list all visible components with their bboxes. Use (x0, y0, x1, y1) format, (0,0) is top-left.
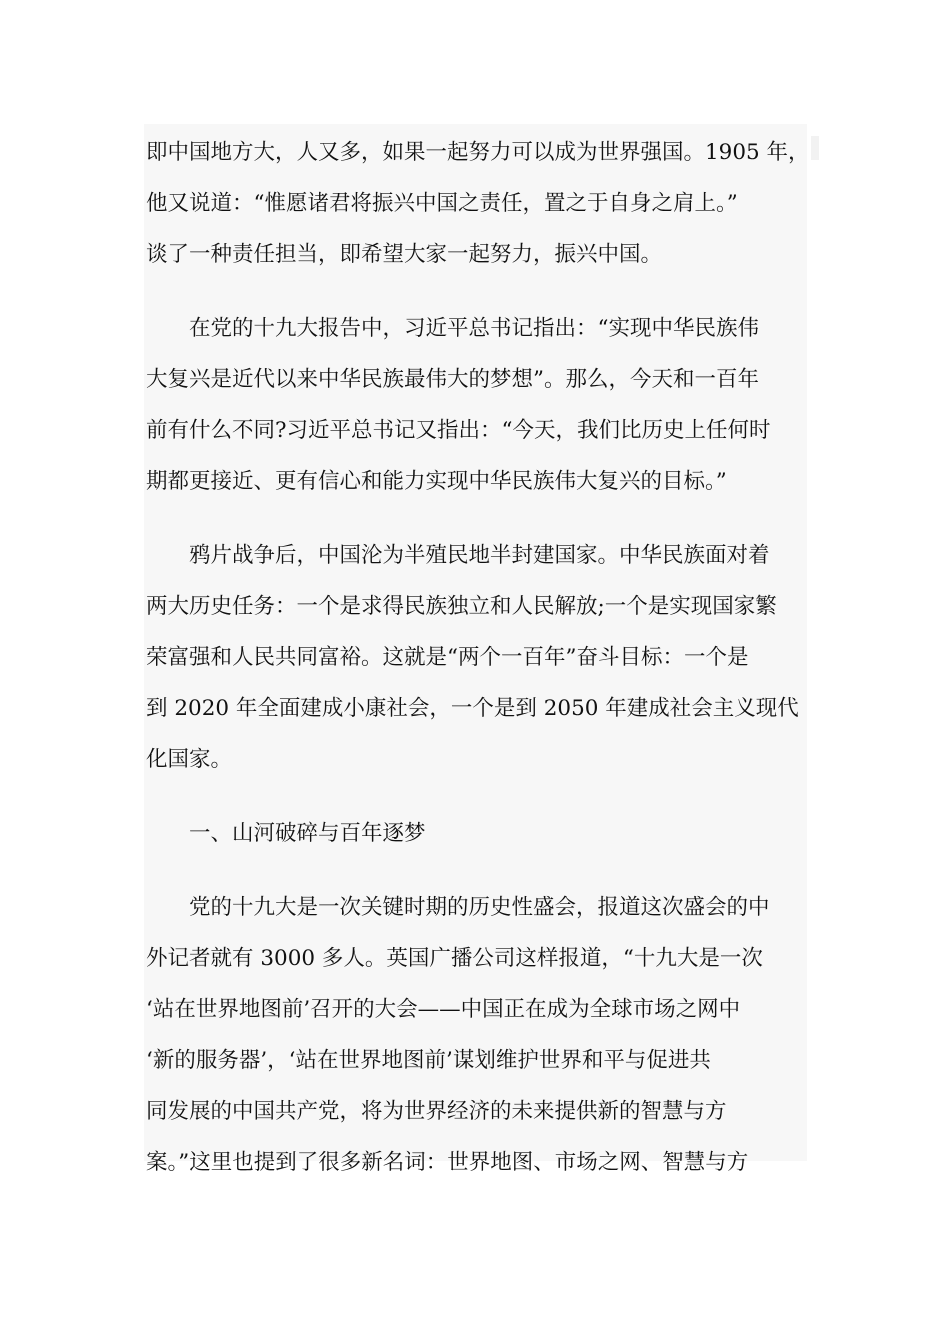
document-body (146, 127, 816, 1188)
text-line: 期都更接近、更有信心和能力实现中华民族伟大复兴的目标。” (146, 469, 727, 494)
paragraph-gap (146, 507, 816, 530)
paragraph (146, 127, 816, 280)
text-line: 鸦片战争后，中国沦为半殖民地半封建国家。中华民族面对着 (146, 543, 770, 568)
paragraph (146, 530, 816, 785)
text-line: ‘站在世界地图前’召开的大会——中国正在成为全球市场之网中 (146, 997, 741, 1022)
paragraph (146, 303, 816, 507)
text-line: 前有什么不同?习近平总书记又指出：“今天，我们比历史上任何时 (146, 418, 771, 443)
text-line: ‘新的服务器’，‘站在世界地图前’谋划维护世界和平与促进共 (146, 1048, 711, 1073)
section-heading (146, 808, 816, 859)
text-line: 同发展的中国共产党，将为世界经济的未来提供新的智慧与方 (146, 1099, 727, 1124)
paragraph-gap (146, 280, 816, 303)
text-line: 大复兴是近代以来中华民族最伟大的梦想”。那么，今天和一百年 (146, 367, 759, 392)
text-line: 谈了一种责任担当，即希望大家一起努力，振兴中国。 (146, 242, 663, 267)
text-line: 案。”这里也提到了很多新名词：世界地图、市场之网、智慧与方 (146, 1150, 749, 1175)
text-line: 外记者就有 3000 多人。英国广播公司这样报道，“十九大是一次 (146, 946, 763, 971)
text-line: 他又说道：“惟愿诸君将振兴中国之责任，置之于自身之肩上。” (146, 191, 738, 216)
text-line: 荣富强和人民共同富裕。这就是“两个一百年”奋斗目标：一个是 (146, 645, 749, 670)
paragraph-gap (146, 859, 816, 882)
heading-line: 一、山河破碎与百年逐梦 (146, 821, 426, 846)
text-line: 两大历史任务：一个是求得民族独立和人民解放;一个是实现国家繁 (146, 594, 777, 619)
paragraph (146, 882, 816, 1188)
paragraph-gap (146, 785, 816, 808)
text-line: 党的十九大是一次关键时期的历史性盛会，报道这次盛会的中 (146, 895, 770, 920)
text-line: 即中国地方大，人又多，如果一起努力可以成为世界强国。1905 年， (146, 140, 810, 165)
text-line: 在党的十九大报告中，习近平总书记指出：“实现中华民族伟 (146, 316, 759, 341)
text-line: 化国家。 (146, 747, 233, 772)
text-line: 到 2020 年全面建成小康社会，一个是到 2050 年建成社会主义现代 (146, 696, 799, 721)
